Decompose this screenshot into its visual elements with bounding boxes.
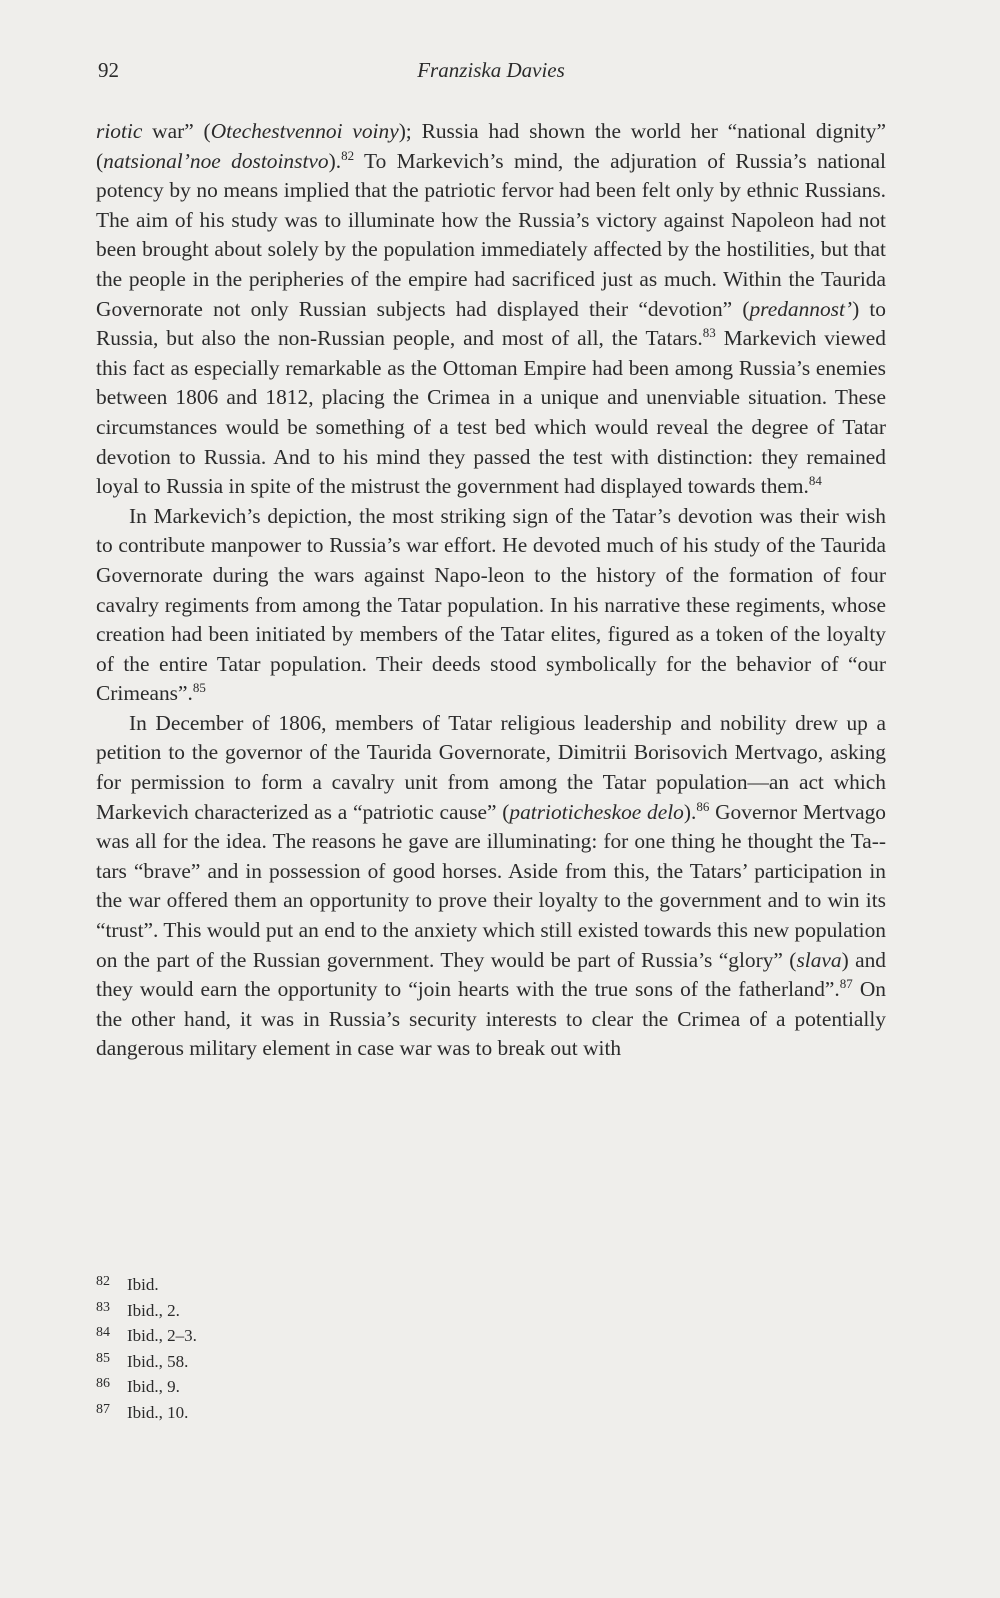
footnote bbox=[96, 1323, 496, 1349]
italic-term: predannost’ bbox=[749, 296, 853, 321]
italic-term: patrioticheskoe delo bbox=[509, 799, 684, 824]
footnote bbox=[96, 1400, 496, 1426]
footnote-text: Ibid., 10. bbox=[127, 1402, 189, 1422]
italic-term: Otechestvennoi voiny bbox=[210, 119, 399, 143]
text-run: ). bbox=[683, 799, 697, 824]
text-run: ); Russia had shown the world her “national dignity” ( bbox=[96, 119, 886, 173]
footnote-ref: 84 bbox=[808, 473, 822, 489]
text-run: ) and they would earn the opportunity to “join hearts with the true sons of the fatherland”. bbox=[96, 947, 886, 1002]
page-header bbox=[98, 58, 884, 88]
text-run: Governor Mertvago was all for the idea. The reasons he gave are illuminating: for one thing he thought the Ta-tars “brave” and in possession of good horses. Aside from this, the Tatars’ participation in the war offered them an opportunity to prove their loyalty to the government and to win its “trust”. This would put an end to the anxiety which still existed towards this new population on the part of the Russian government. They would be part of Russia’s “glory” ( bbox=[96, 799, 886, 972]
footnote-text: Ibid. bbox=[127, 1275, 159, 1294]
footnote-ref: 87 bbox=[839, 976, 853, 992]
paragraph bbox=[96, 117, 886, 502]
footnote-ref: 82 bbox=[341, 147, 355, 163]
text-run: Markevich viewed this fact as especially remarkable as the Ottoman Empire had been among Russia’s enemies between 1806 and 1812, placing the Crimea in a unique and unenviable situation. These circumstances would be something of a test bed which would reveal the degree of Tatar devotion to Russia. And to his mind they passed the test with distinction: they remained loyal to Russia in spite of the mistrust the government had displayed towards them. bbox=[96, 326, 886, 499]
footnote-ref: 83 bbox=[702, 325, 716, 341]
footnote bbox=[96, 1374, 496, 1400]
footnote-text: Ibid., 2. bbox=[127, 1300, 180, 1320]
text-run: ). bbox=[328, 148, 342, 173]
footnote bbox=[96, 1298, 496, 1324]
footnote-text: Ibid., 2–3. bbox=[127, 1326, 197, 1345]
footnote-ref: 86 bbox=[696, 798, 710, 814]
text-run: In Markevich’s depiction, the most striking sign of the Tatar’s devotion was their wish to contribute manpower to Russia’s war effort. He devoted much of his study of the Taurida Governorate during the wars against Napo-leon to the history of the formation of four cavalry regiments from among the Tatar population. In his narrative these regiments, whose creation had been initiated by members of the Tatar elites, figured as a token of the loyalty of the entire Tatar population. Their deeds stood symbolically for the behavior of “our Crimeans”. bbox=[96, 503, 886, 706]
footnote-number: 85 bbox=[96, 1350, 110, 1366]
italic-term: natsional’noe dostoinstvo bbox=[103, 148, 329, 173]
page-number: 92 bbox=[98, 58, 119, 82]
paragraph bbox=[96, 709, 886, 1064]
footnote-number: 86 bbox=[96, 1376, 110, 1391]
text-run: In December of 1806, members of Tatar religious leadership and nobility drew up a petition to the governor of the Taurida Governorate, Dimitrii Borisovich Mertvago, asking for permission to form a cavalry unit from among the Tatar population—an act which Markevich characterized as a “patriotic cause” ( bbox=[96, 710, 886, 824]
footnote-text: Ibid., 9. bbox=[127, 1377, 180, 1396]
footnote-text: Ibid., 58. bbox=[127, 1351, 189, 1371]
text-run: ) to Russia, but also the non-Russian people, and most of all, the Tatars. bbox=[96, 296, 886, 351]
footnote-number: 84 bbox=[96, 1325, 110, 1340]
footnote bbox=[96, 1349, 496, 1375]
text-run: war” ( bbox=[142, 119, 211, 143]
footnote-number: 87 bbox=[96, 1401, 110, 1417]
running-head: Franziska Davies bbox=[417, 58, 565, 82]
text-run: On the other hand, it was in Russia’s security interests to clear the Crimea of a potentially dangerous military element in case war was to break out with bbox=[96, 977, 886, 1061]
italic-term: riotic bbox=[96, 119, 143, 143]
footnotes bbox=[96, 1272, 496, 1425]
text-run: To Markevich’s mind, the adjuration of Russia’s national potency by no means implied that the patriotic fervor had been felt only by ethnic Russians. The aim of his study was to illuminate how the Russia’s victory against Napoleon had not been brought about solely by the population immediately affected by the hostilities, but that the people in the peripheries of the empire had sacrificed just as much. Within the Taurida Governorate not only Russian subjects had displayed their “devotion” ( bbox=[96, 148, 886, 321]
paragraph bbox=[96, 502, 886, 709]
footnote bbox=[96, 1272, 496, 1298]
footnote-number: 82 bbox=[96, 1274, 110, 1289]
footnote-ref: 85 bbox=[192, 680, 206, 696]
footnote-number: 83 bbox=[96, 1299, 110, 1315]
italic-term: slava bbox=[796, 947, 842, 972]
body-text bbox=[96, 117, 886, 1064]
